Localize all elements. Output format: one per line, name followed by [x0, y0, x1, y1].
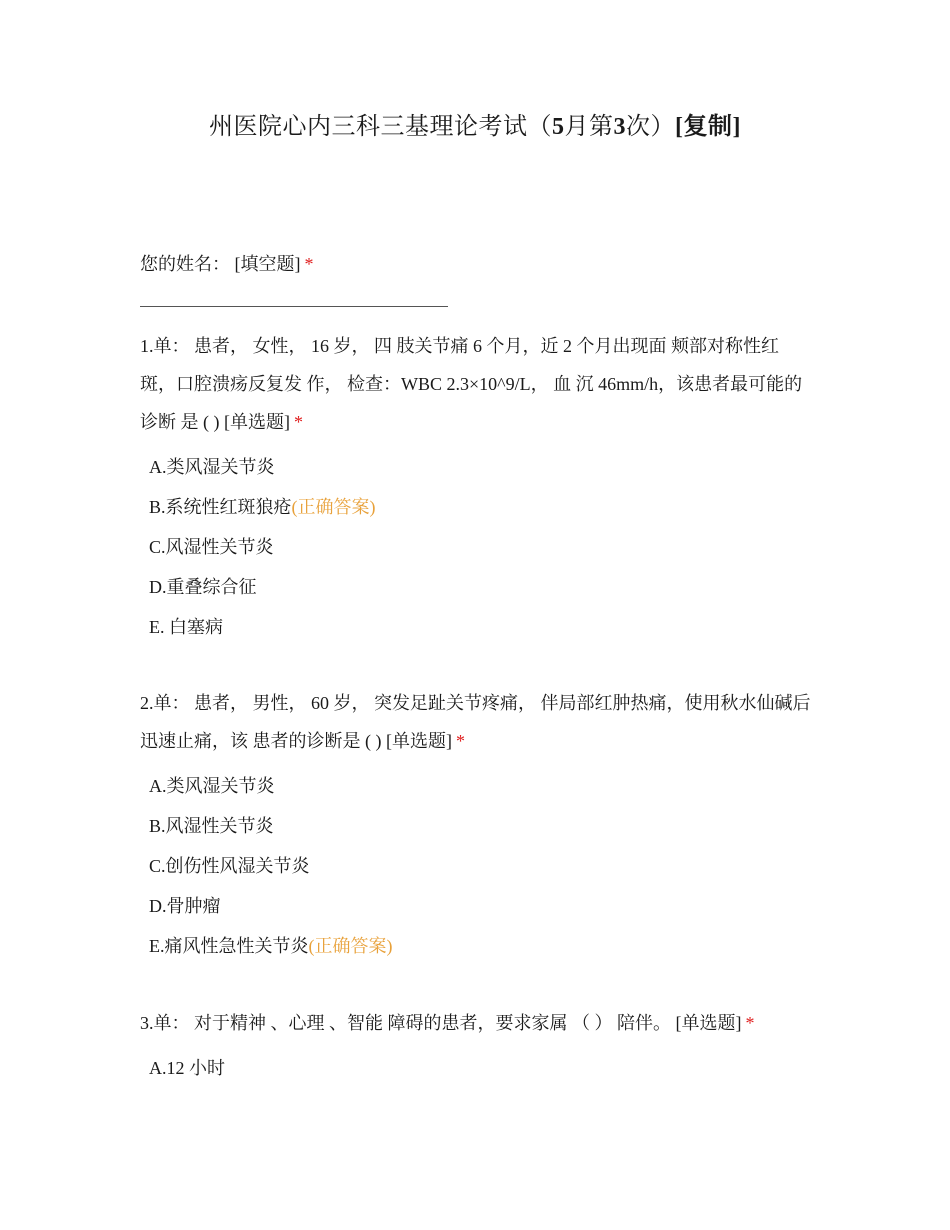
question-type: [单选题]: [675, 1013, 742, 1033]
title-session: 3: [613, 114, 626, 140]
question-3: [140, 1004, 812, 1088]
name-question-label: [140, 250, 820, 278]
option-label: B.系统性红斑狼疮: [149, 497, 292, 517]
option-label: A.12 小时: [149, 1058, 225, 1078]
question-1: [140, 327, 812, 647]
option-label: A.类风湿关节炎: [149, 776, 275, 796]
option-b[interactable]: [149, 487, 812, 527]
option-label: C.创伤性风湿关节炎: [149, 856, 310, 876]
required-star: *: [304, 254, 314, 274]
option-label: C.风湿性关节炎: [149, 537, 274, 557]
question-text: [140, 684, 812, 760]
option-label: B.风湿性关节炎: [149, 816, 274, 836]
option-a[interactable]: [149, 447, 812, 487]
option-list: [140, 766, 812, 966]
option-e[interactable]: [149, 607, 812, 647]
option-list: [140, 1048, 812, 1088]
option-label: E. 白塞病: [149, 617, 223, 637]
name-input-line[interactable]: [140, 306, 448, 307]
question-type: [填空题]: [234, 254, 301, 274]
question-type: [单选题]: [224, 412, 290, 432]
title-mid1: 月第: [564, 114, 614, 140]
option-label: A.类风湿关节炎: [149, 457, 275, 477]
option-a[interactable]: [149, 1048, 812, 1088]
title-prefix: 州医院心内三科三基理论考试（: [209, 114, 552, 140]
option-c[interactable]: [149, 527, 812, 567]
name-question: [140, 250, 820, 307]
option-d[interactable]: [149, 567, 812, 607]
option-c[interactable]: [149, 846, 812, 886]
option-label: D.骨肿瘤: [149, 896, 221, 916]
correct-answer-tag: (正确答案): [291, 497, 376, 517]
option-a[interactable]: [149, 766, 812, 806]
name-label: 您的姓名：: [140, 254, 230, 274]
question-2: [140, 684, 812, 966]
option-e[interactable]: [149, 926, 812, 966]
question-text: [140, 327, 812, 441]
title-mid2: 次）: [626, 114, 675, 140]
question-body: 2.单： 患者， 男性， 60 岁， 突发足趾关节疼痛， 伴局部红肿热痛，使用秋水仙碱后迅速止痛，该 患者的诊断是 ( ): [140, 693, 811, 751]
option-label: D.重叠综合征: [149, 577, 257, 597]
required-star: *: [294, 412, 303, 432]
correct-answer-tag: (正确答案): [308, 936, 393, 956]
option-d[interactable]: [149, 886, 812, 926]
title-month: 5: [552, 114, 565, 140]
option-label: E.痛风性急性关节炎: [149, 936, 309, 956]
question-body: 1.单： 患者， 女性， 16 岁， 四 肢关节痛 6 个月，近 2 个月出现面 颊部对称性红斑，口腔溃疡反复发 作， 检查：WBC 2.3×10^9/L， 血 沉 46mm/h，该患者最可能的诊断 是 ( ): [140, 336, 803, 432]
question-body: 3.单： 对于精神 、心理 、智能 障碍的患者，要求家属 （ ） 陪伴。: [140, 1013, 671, 1033]
required-star: *: [745, 1013, 755, 1033]
question-type: [单选题]: [386, 731, 452, 751]
question-text: [140, 1004, 812, 1042]
option-b[interactable]: [149, 806, 812, 846]
page-title: [0, 110, 950, 144]
title-copy-tag: [复制]: [675, 114, 741, 140]
required-star: *: [456, 731, 465, 751]
option-list: [140, 447, 812, 647]
